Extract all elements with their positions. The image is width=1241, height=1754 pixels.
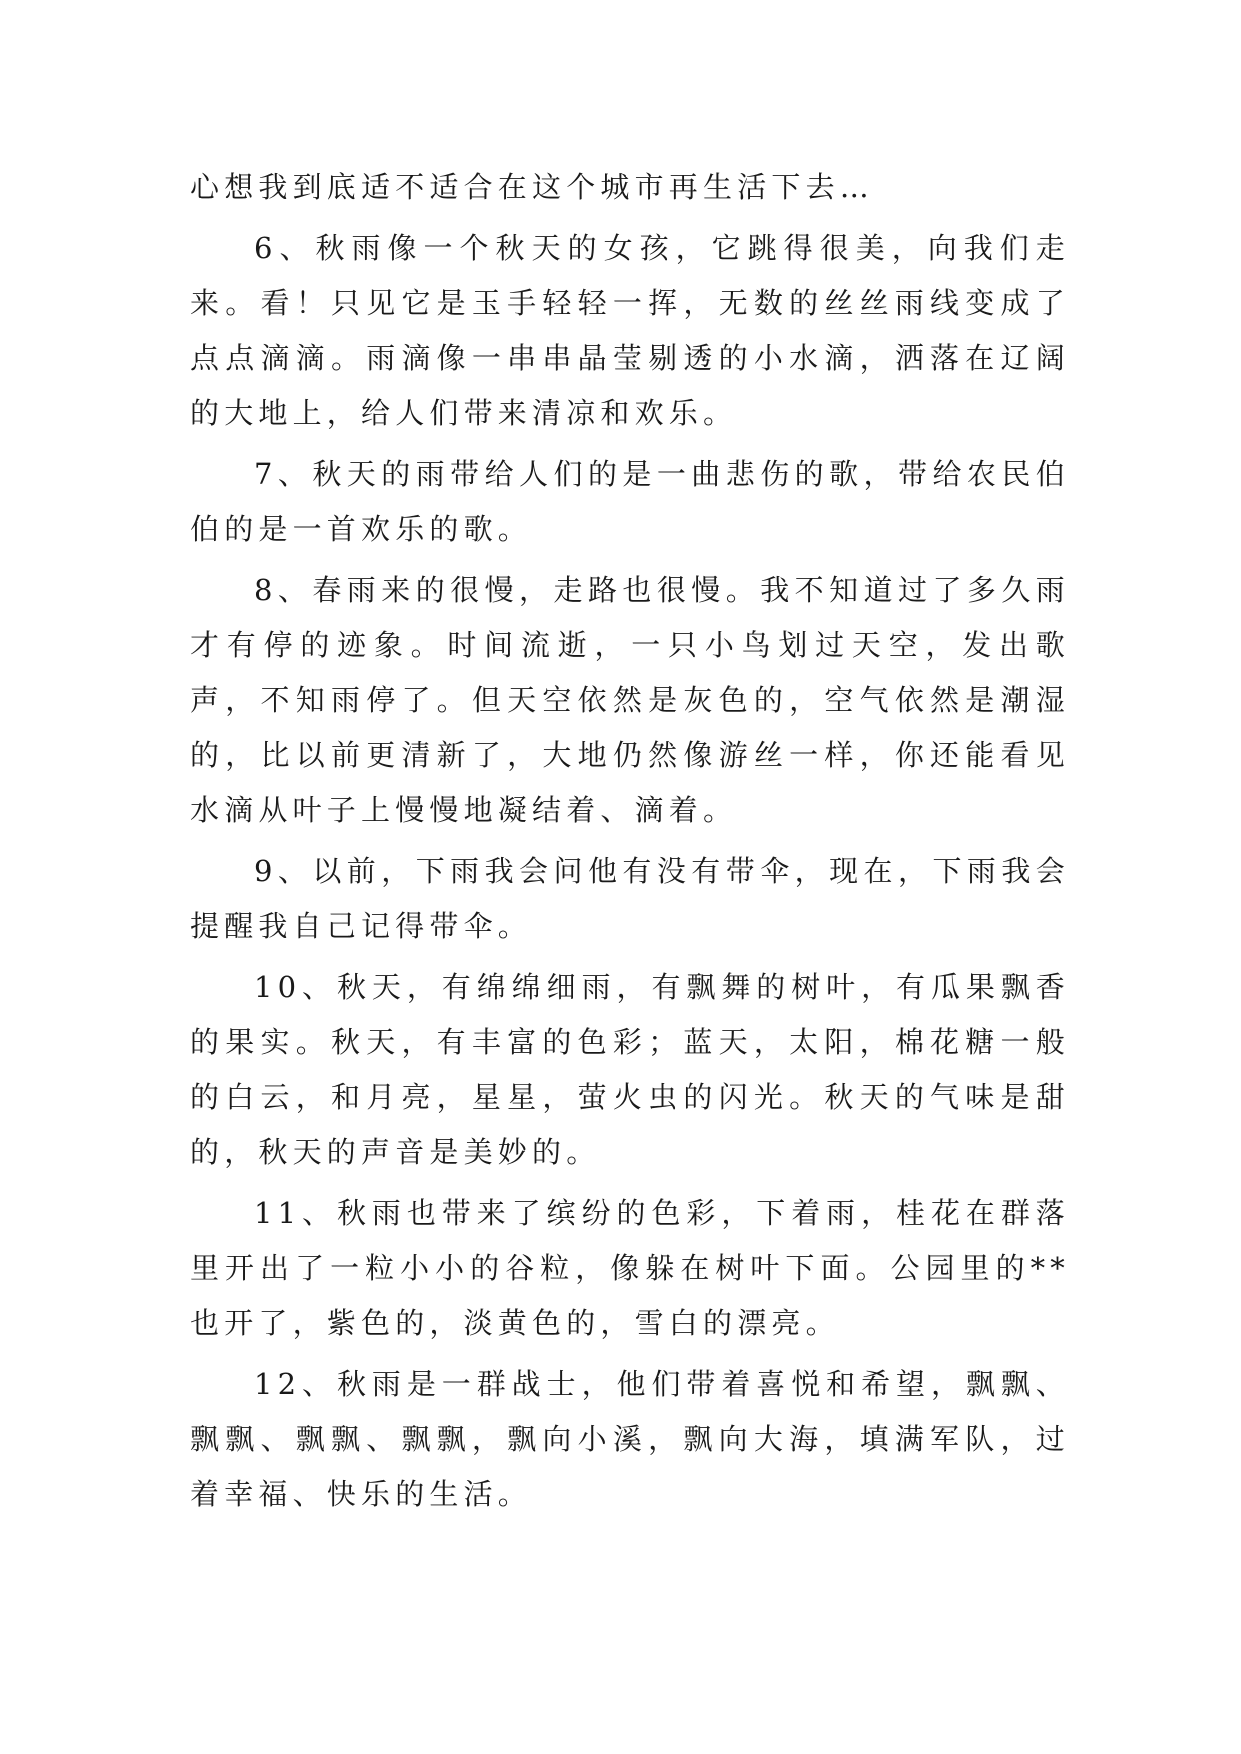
- paragraph-9: 9、以前，下雨我会问他有没有带伞，现在，下雨我会提醒我自己记得带伞。: [190, 854, 1070, 943]
- paragraph-12: 12、秋雨是一群战士，他们带着喜悦和希望，飘飘、飘飘、飘飘、飘飘，飘向小溪，飘向大海，填满军队，过着幸福、快乐的生活。: [190, 1367, 1070, 1511]
- paragraph-8: 8、春雨来的很慢，走路也很慢。我不知道过了多久雨才有停的迹象。时间流逝，一只小鸟划过天空，发出歌声，不知雨停了。但天空依然是灰色的，空气依然是潮湿的，比以前更清新了，大地仍然像游丝一样，你还能看见水滴从叶子上慢慢地凝结着、滴着。: [190, 573, 1070, 827]
- document-body: [190, 160, 1070, 1528]
- paragraph-11: 11、秋雨也带来了缤纷的色彩，下着雨，桂花在群落里开出了一粒小小的谷粒，像躲在树叶下面。公园里的**也开了，紫色的，淡黄色的，雪白的漂亮。: [190, 1196, 1070, 1340]
- paragraph-continuation: 心想我到底适不适合在这个城市再生活下去…: [190, 170, 875, 204]
- paragraph-7: 7、秋天的雨带给人们的是一曲悲伤的歌，带给农民伯伯的是一首欢乐的歌。: [190, 457, 1070, 546]
- paragraph-6: 6、秋雨像一个秋天的女孩，它跳得很美，向我们走来。看！只见它是玉手轻轻一挥，无数的丝丝雨线变成了点点滴滴。雨滴像一串串晶莹剔透的小水滴，洒落在辽阔的大地上，给人们带来清凉和欢乐。: [190, 231, 1070, 430]
- paragraph-10: 10、秋天，有绵绵细雨，有飘舞的树叶，有瓜果飘香的果实。秋天，有丰富的色彩；蓝天，太阳，棉花糖一般的白云，和月亮，星星，萤火虫的闪光。秋天的气味是甜的，秋天的声音是美妙的。: [190, 970, 1070, 1169]
